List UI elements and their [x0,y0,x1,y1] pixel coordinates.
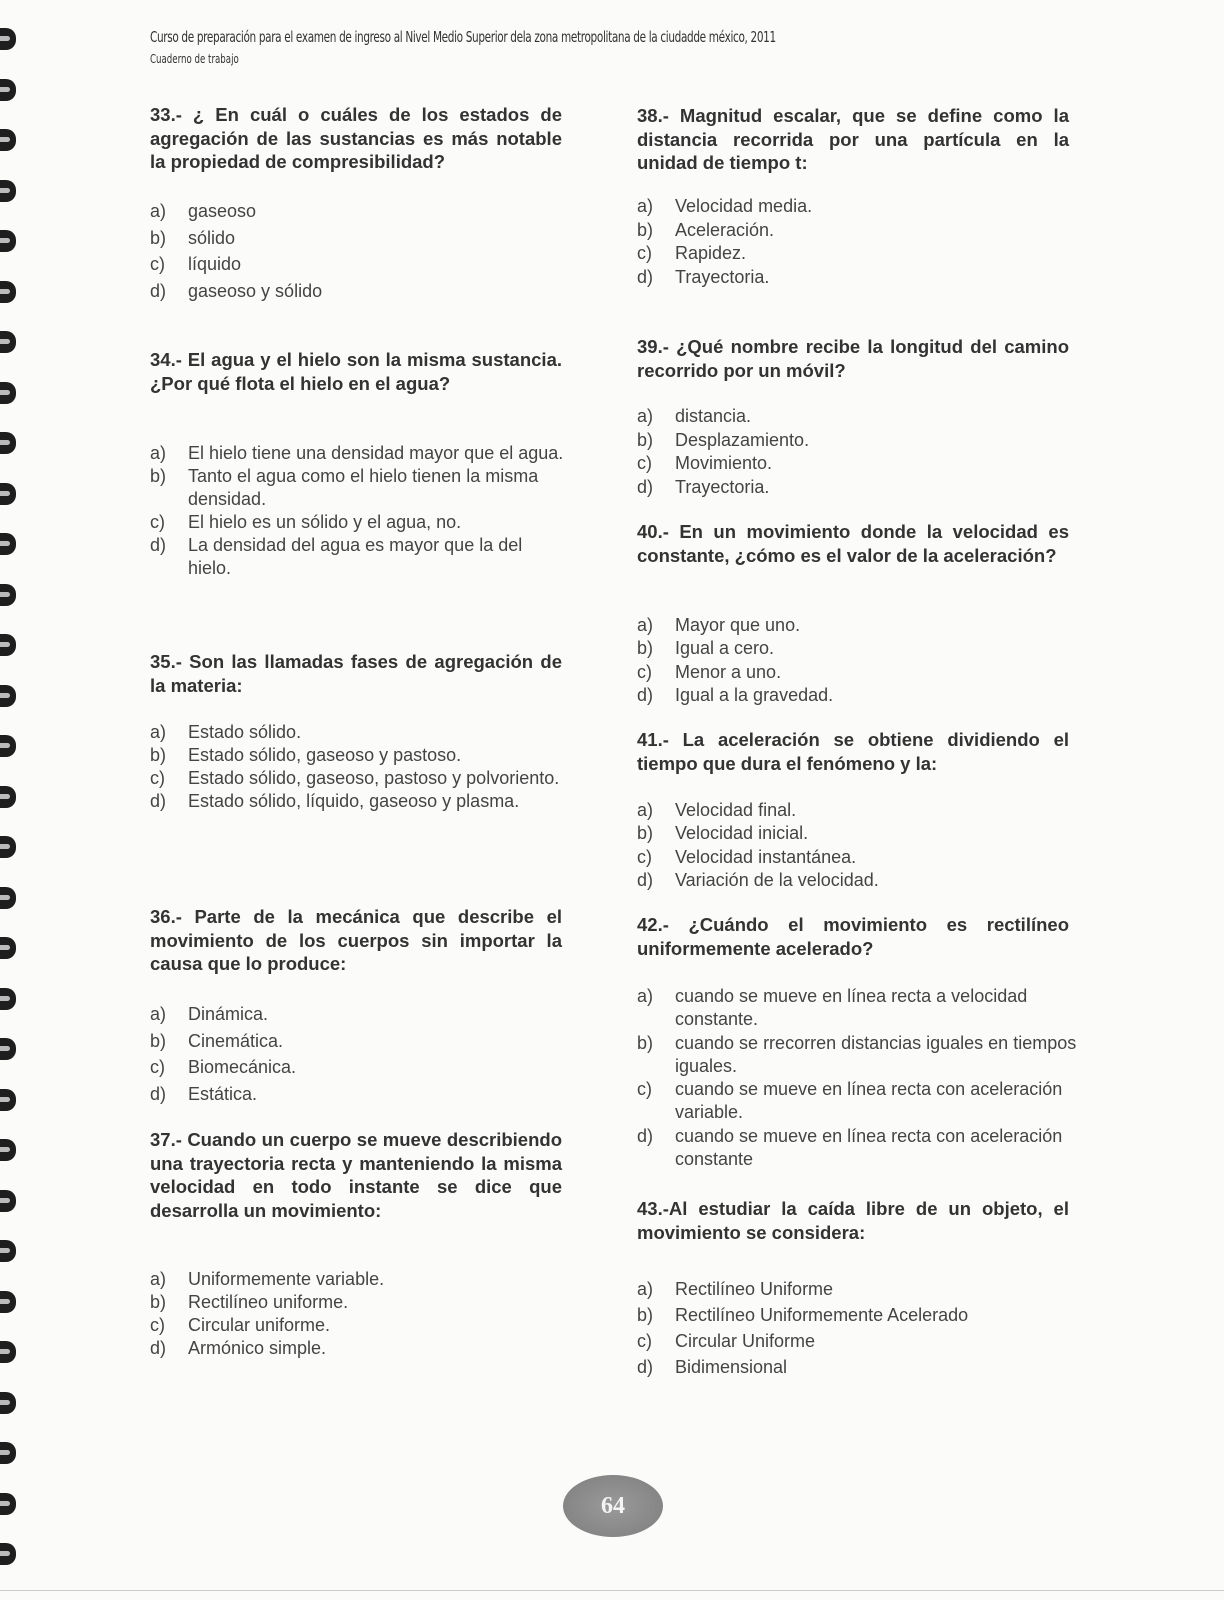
spiral-coil [0,382,16,404]
spiral-coil [0,432,16,454]
option-letter: c) [637,453,652,473]
option-letter: b) [150,1030,167,1051]
option-item [637,1276,1077,1302]
question-text: 35.- Son las llamadas fases de agregación de la materia: [150,651,562,696]
option-item [637,1078,1077,1125]
header-title: Curso de preparación para el examen de ingreso al Nivel Medio Superior dela zona metropolitana de la ciudadde méxico, 2011 [150,28,776,46]
option-text: Velocidad final. [675,800,797,820]
option-item [150,511,570,534]
option-item [637,1302,1077,1328]
option-text: gaseoso [188,201,257,221]
option-text: Trayectoria. [675,266,770,287]
spiral-coil [0,1392,16,1414]
option-text: Desplazamiento. [675,429,810,450]
option-text: distancia. [675,406,752,426]
option-letter: a) [637,800,654,820]
option-text: La densidad del agua es mayor que la del hielo. [188,535,523,578]
option-item [637,822,1077,845]
options-list [637,985,1077,1171]
option-text: El hielo tiene una densidad mayor que el agua. [188,443,564,463]
option-letter: a) [150,1269,167,1289]
option-text: cuando se mueve en línea recta con aceleración constante [675,1125,1063,1170]
options-list [150,198,570,304]
options-list [637,1276,1077,1380]
spiral-coil [0,1543,16,1565]
option-letter: b) [150,227,167,248]
question-text: 39.- ¿Qué nombre recibe la longitud del camino recorrido por un móvil? [637,336,1069,381]
option-letter: b) [637,823,654,844]
page-number [563,1475,663,1537]
option-item [150,1337,570,1360]
option-item [150,721,570,744]
option-item [637,1125,1077,1172]
option-letter: d) [150,791,167,811]
option-item [637,219,1077,243]
spiral-coil [0,281,16,303]
spiral-coil [0,634,16,656]
option-text: Circular uniforme. [188,1315,331,1335]
spiral-coil [0,331,16,353]
question-text: 34.- El agua y el hielo son la misma sustancia. ¿Por qué flota el hielo en el agua? [150,349,562,394]
option-item [637,1032,1077,1079]
option-letter: a) [637,196,654,216]
option-text: Variación de la velocidad. [675,869,879,890]
option-letter: a) [637,986,654,1006]
option-text: El hielo es un sólido y el agua, no. [188,512,462,532]
option-letter: d) [150,1083,167,1104]
spiral-coil [0,887,16,909]
options-list [637,799,1077,892]
option-letter: c) [150,768,165,788]
option-item [150,744,570,767]
option-letter: c) [150,1315,165,1335]
option-item [150,534,570,580]
option-letter: c) [637,1079,652,1100]
option-letter: a) [150,722,167,742]
option-item [150,198,570,225]
option-text: Aceleración. [675,219,775,240]
option-item [637,429,1077,453]
spiral-coil [0,1038,16,1060]
option-letter: d) [637,684,654,705]
option-letter: c) [150,512,165,532]
spiral-coil [0,1442,16,1464]
option-text: gaseoso y sólido [188,280,323,301]
option-text: Rectilíneo Uniforme [675,1279,834,1299]
question-text: 42.- ¿Cuándo el movimiento es rectilíneo uniformemente acelerado? [637,914,1069,959]
options-list [150,1268,570,1360]
option-item [150,1081,570,1108]
header-subtitle: Cuaderno de trabajo [150,52,239,66]
spiral-coil [0,685,16,707]
option-item [150,278,570,305]
option-item [637,661,1077,684]
option-text: Cinemática. [188,1030,284,1051]
option-item [150,1268,570,1291]
spiral-coil [0,1240,16,1262]
option-text: Mayor que uno. [675,615,801,635]
option-letter: b) [150,466,167,486]
option-letter: a) [150,1004,167,1024]
spiral-coil [0,533,16,555]
spiral-coil [0,988,16,1010]
question-text: 41.- La aceleración se obtiene dividiendo el tiempo que dura el fenómeno y la: [637,729,1069,774]
option-text: Rapidez. [675,243,747,263]
option-item [637,637,1077,660]
option-letter: c) [150,254,165,274]
spiral-binding [0,0,20,1600]
spiral-coil [0,735,16,757]
option-text: Velocidad media. [675,196,813,216]
page-edge [0,1590,1224,1591]
option-text: Armónico simple. [188,1338,327,1358]
question-text: 43.-Al estudiar la caída libre de un objeto, el movimiento se considera: [637,1198,1069,1243]
option-text: Trayectoria. [675,476,770,497]
option-letter: c) [637,243,652,263]
option-item [150,1001,570,1028]
option-letter: d) [637,869,654,890]
option-text: Estado sólido, líquido, gaseoso y plasma. [188,791,520,811]
spiral-coil [0,836,16,858]
spiral-coil [0,28,16,50]
option-item [637,195,1077,219]
spiral-coil [0,79,16,101]
spiral-coil [0,937,16,959]
options-list [637,195,1077,289]
option-item [637,405,1077,429]
option-text: Menor a uno. [675,661,782,682]
option-text: Estática. [188,1083,258,1104]
option-letter: b) [637,219,654,240]
spiral-coil [0,1089,16,1111]
option-item [150,225,570,252]
option-letter: d) [637,1357,654,1377]
option-item [637,1354,1077,1380]
option-letter: a) [150,443,167,463]
option-text: Bidimensional [675,1357,788,1377]
option-letter: d) [637,1125,654,1146]
option-letter: d) [150,280,167,301]
option-item [637,985,1077,1032]
option-letter: d) [150,535,167,555]
option-letter: b) [637,638,654,659]
option-item [637,476,1077,500]
option-text: Tanto el agua como el hielo tienen la misma densidad. [188,466,539,509]
page-number-text: 64 [601,1492,625,1519]
option-letter: c) [637,661,652,682]
spiral-coil [0,584,16,606]
spiral-coil [0,1291,16,1313]
option-item [637,242,1077,266]
question-text: 37.- Cuando un cuerpo se mueve describiendo una trayectoria recta y manteniendo la misma velocidad en todo instante se dice que desarrolla un movimiento: [150,1129,562,1221]
option-item [150,442,570,465]
option-letter: b) [637,1032,654,1053]
option-item [637,869,1077,892]
options-list [150,1001,570,1107]
option-text: Igual a cero. [675,638,775,659]
option-item [150,767,570,790]
option-text: Velocidad instantánea. [675,846,857,867]
question-text: 38.- Magnitud escalar, que se define como la distancia recorrida por una partícula en la unidad de tiempo t: [637,105,1069,173]
option-item [637,846,1077,869]
option-text: Estado sólido. [188,722,302,742]
option-text: líquido [188,254,242,274]
option-item [637,684,1077,707]
option-text: Velocidad inicial. [675,823,809,844]
option-letter: d) [150,1338,167,1358]
option-text: cuando se mueve en línea recta con aceleración variable. [675,1079,1063,1123]
option-letter: a) [637,615,654,635]
options-list [150,442,570,580]
options-list [637,614,1077,707]
option-text: Igual a la gravedad. [675,684,834,705]
option-letter: d) [637,266,654,287]
spiral-coil [0,786,16,808]
spiral-coil [0,129,16,151]
option-item [150,251,570,278]
option-item [150,1291,570,1314]
option-item [637,614,1077,637]
option-letter: c) [637,1331,652,1351]
option-text: Rectilíneo uniforme. [188,1292,349,1312]
spiral-coil [0,483,16,505]
option-item [637,799,1077,822]
option-text: sólido [188,227,236,248]
option-text: Circular Uniforme [675,1331,816,1351]
option-letter: a) [637,406,654,426]
option-text: Uniformemente variable. [188,1269,385,1289]
option-text: Estado sólido, gaseoso y pastoso. [188,745,462,765]
option-text: cuando se mueve en línea recta a velocidad constante. [675,986,1028,1030]
option-item [637,1328,1077,1354]
option-item [637,266,1077,290]
option-text: Rectilíneo Uniformemente Acelerado [675,1305,969,1325]
spiral-coil [0,1493,16,1515]
options-list [637,405,1077,499]
option-item [150,1028,570,1055]
spiral-coil [0,1341,16,1363]
spiral-coil [0,230,16,252]
option-item [150,465,570,511]
option-item [150,790,570,813]
question-text: 33.- ¿ En cuál o cuáles de los estados de agregación de las sustancias es más notable la propiedad de compresibilidad? [150,104,562,172]
question-text: 36.- Parte de la mecánica que describe el movimiento de los cuerpos sin importar la causa que lo produce: [150,906,562,974]
spiral-coil [0,1190,16,1212]
option-letter: a) [150,201,167,221]
question-text: 40.- En un movimiento donde la velocidad es constante, ¿cómo es el valor de la aceleración? [637,521,1069,566]
spiral-coil [0,1139,16,1161]
option-item [150,1314,570,1337]
spiral-coil [0,180,16,202]
option-text: cuando se rrecorren distancias iguales en tiempos iguales. [675,1032,1077,1076]
option-text: Estado sólido, gaseoso, pastoso y polvoriento. [188,768,560,788]
option-letter: a) [637,1279,654,1299]
option-letter: b) [150,745,167,765]
option-letter: b) [150,1292,167,1312]
options-list [150,721,570,813]
option-item [150,1054,570,1081]
option-letter: c) [637,846,652,867]
option-text: Dinámica. [188,1004,269,1024]
option-letter: c) [150,1057,165,1077]
option-text: Biomecánica. [188,1057,297,1077]
option-letter: b) [637,1305,654,1325]
option-item [637,452,1077,476]
option-text: Movimiento. [675,453,773,473]
option-letter: b) [637,429,654,450]
option-letter: d) [637,476,654,497]
